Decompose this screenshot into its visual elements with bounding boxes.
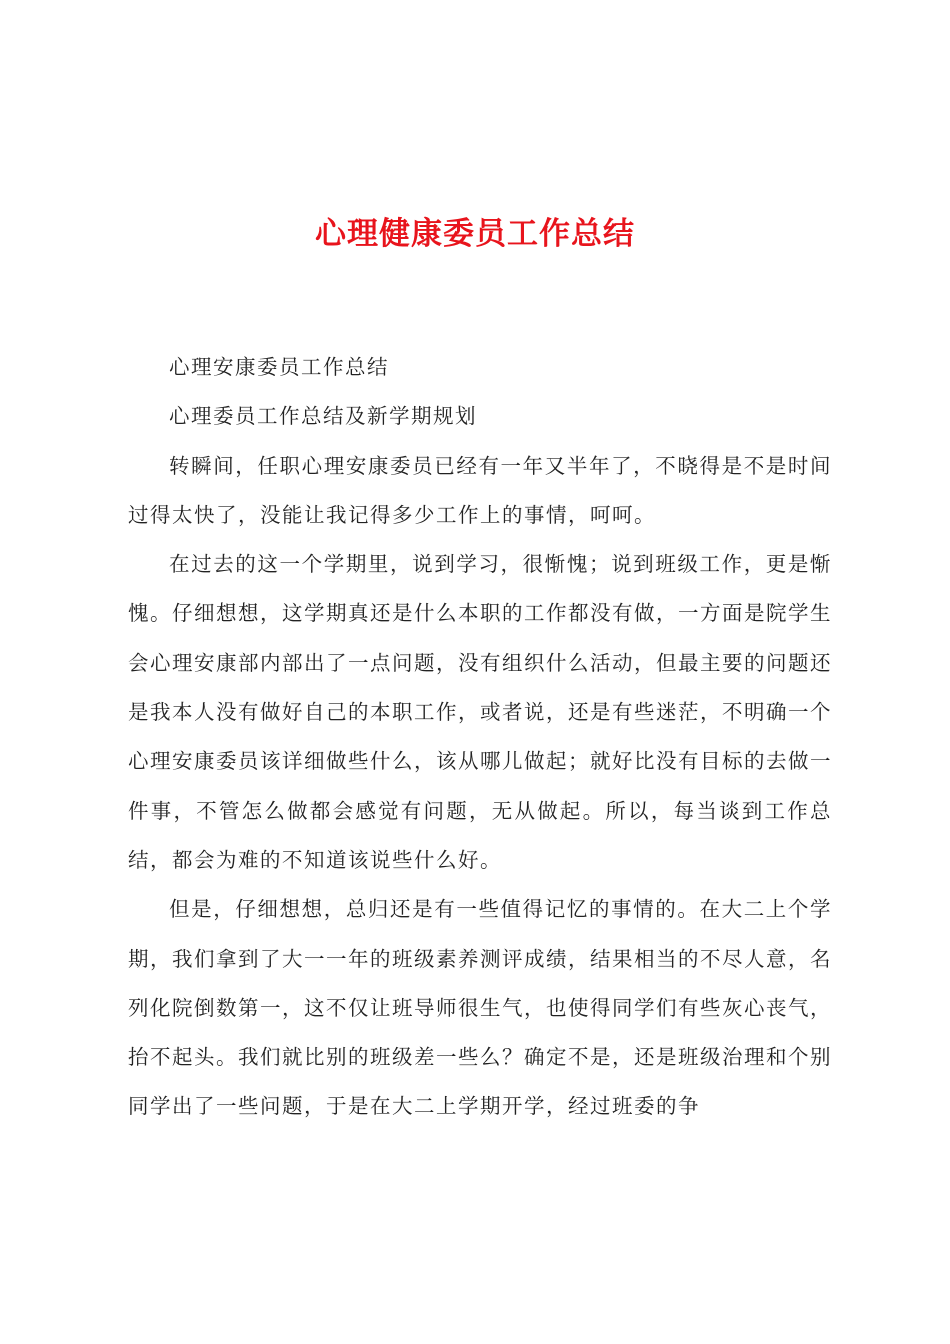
paragraph: 心理安康委员工作总结: [169, 355, 389, 379]
document-body: [128, 343, 832, 1132]
paragraph: 在过去的这一个学期里，说到学习，很惭愧；说到班级工作，更是惭愧。仔细想想，这学期真还是什么本职的工作都没有做，一方面是院学生会心理安康部内部出了一点问题，没有组织什么活动，但最主要的问题还是我本人没有做好自己的本职工作，或者说，还是有些迷茫，不明确一个心理安康委员该详细做些什么，该从哪儿做起；就好比没有目标的去做一件事，不管怎么做都会感觉有问题，无从做起。所以，每当谈到工作总结，都会为难的不知道该说些什么好。: [128, 552, 832, 872]
paragraph: 但是，仔细想想，总归还是有一些值得记忆的事情的。在大二上个学期，我们拿到了大一一年的班级素养测评成绩，结果相当的不尽人意，名列化院倒数第一，这不仅让班导师很生气，也使得同学们有些灰心丧气，抬不起头。我们就比别的班级差一些么？确定不是，还是班级治理和个别同学出了一些问题，于是在大二上学期开学，经过班委的争: [128, 897, 832, 1119]
paragraph: 转瞬间，任职心理安康委员已经有一年又半年了，不晓得是不是时间过得太快了，没能让我记得多少工作上的事情，呵呵。: [128, 453, 832, 527]
document-title: 心理健康委员工作总结: [315, 216, 635, 252]
paragraph: 心理委员工作总结及新学期规划: [169, 404, 477, 429]
